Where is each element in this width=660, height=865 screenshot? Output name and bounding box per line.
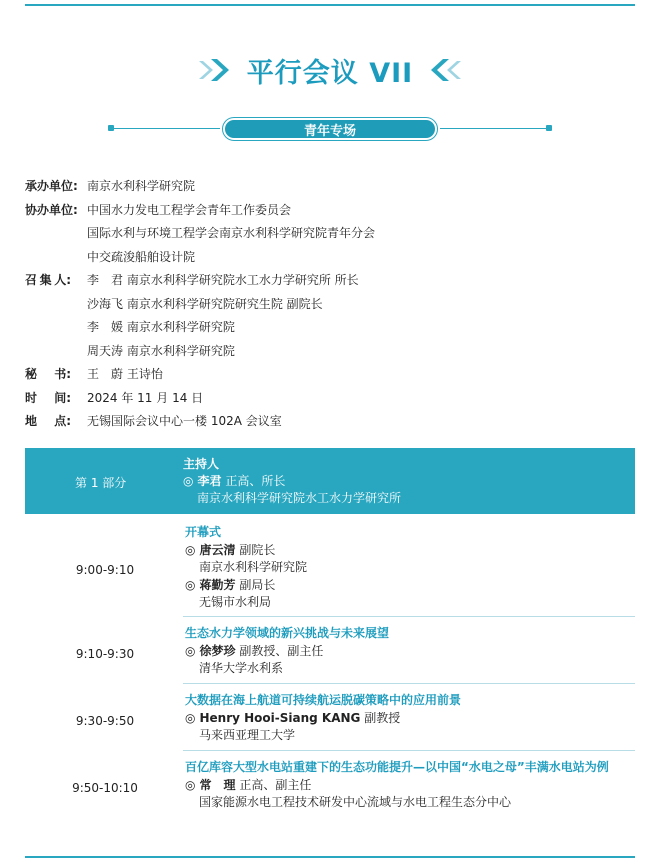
session-title: 百亿库容大型水电站重建下的生态功能提升—以中国“水电之母”丰满水电站为例 <box>185 760 609 774</box>
speaker-line <box>185 643 389 661</box>
session-time: 9:50-10:10 <box>72 781 138 795</box>
circle-mark-icon: ◎ <box>185 710 196 725</box>
speaker-name: Henry Hooi-Siang KANG <box>199 710 361 725</box>
speaker-name: 唐云清 <box>199 542 236 557</box>
place-value: 无锡国际会议中心一楼 102A 会议室 <box>87 414 282 429</box>
chair-line <box>183 473 401 490</box>
co-host-value: 国际水利与环境工程学会南京水利科学研究院青年分会 <box>87 226 376 241</box>
session-item <box>25 516 635 616</box>
subtitle-pill <box>222 117 438 141</box>
double-chevron-right-icon <box>199 58 233 82</box>
speaker-name: 徐梦珍 <box>199 643 236 658</box>
decor-dot <box>546 125 552 131</box>
speaker-org: 清华大学水利系 <box>199 661 284 675</box>
speaker-role: 副教授、副主任 <box>239 643 324 658</box>
top-rule <box>25 4 635 6</box>
speaker-org: 南京水利科学研究院 <box>199 560 308 574</box>
convener-row <box>25 339 635 363</box>
co-host-value: 中交疏浚船舶设计院 <box>87 249 196 264</box>
convener-row <box>25 315 635 339</box>
session-content <box>185 625 389 683</box>
host-row <box>25 174 635 198</box>
chair-name: 李君 <box>197 474 222 488</box>
circle-mark-icon: ◎ <box>185 643 196 658</box>
page-title: 平行会议 VII <box>246 57 414 89</box>
co-host-row <box>25 221 635 245</box>
secretary-value: 王 蔚 王诗怡 <box>87 367 163 382</box>
circle-mark-icon: ◎ <box>185 777 196 792</box>
session-title: 生态水力学领域的新兴挑战与未来展望 <box>185 626 390 640</box>
co-host-row <box>25 245 635 269</box>
speaker-org: 无锡市水利局 <box>199 595 272 609</box>
convener-value: 李 君 南京水利科学研究院水工水力学研究所 所长 <box>87 273 359 288</box>
session-content <box>185 759 609 817</box>
subtitle-banner <box>108 117 552 141</box>
speaker-line <box>185 577 307 595</box>
meeting-info <box>25 174 635 433</box>
convener-label: 召 集 人: <box>25 273 71 288</box>
part-header <box>25 448 635 514</box>
co-host-value: 中国水力发电工程学会青年工作委员会 <box>87 202 292 217</box>
session-title: 开幕式 <box>185 525 222 539</box>
title-row <box>0 52 660 88</box>
time-label: 时 间: <box>25 390 71 405</box>
bottom-rule <box>25 856 635 858</box>
chair-title: 主持人 <box>183 457 220 471</box>
session-content <box>185 524 307 616</box>
chair-role: 正高、所长 <box>225 474 286 488</box>
session-item <box>25 617 635 683</box>
session-time: 9:30-9:50 <box>75 714 135 728</box>
speaker-org: 马来西亚理工大学 <box>199 728 296 742</box>
speaker-role: 副局长 <box>239 577 276 592</box>
co-host-label: 协办单位: <box>25 202 78 217</box>
speaker-line <box>185 777 609 795</box>
convener-value: 沙海飞 南京水利科学研究院研究生院 副院长 <box>87 296 323 311</box>
session-item <box>25 684 635 750</box>
host-label: 承办单位: <box>25 179 78 194</box>
speaker-name: 蒋勤芳 <box>199 577 236 592</box>
double-chevron-left-icon <box>427 58 461 82</box>
place-row <box>25 409 635 433</box>
subtitle-text: 青年专场 <box>225 120 435 138</box>
time-value: 2024 年 11 月 14 日 <box>87 390 204 405</box>
speaker-role: 副教授 <box>364 710 401 725</box>
speaker-line <box>185 710 461 728</box>
convener-row <box>25 292 635 316</box>
session-time: 9:00-9:10 <box>75 563 135 577</box>
speaker-role: 副院长 <box>239 542 276 557</box>
convener-value: 周天涛 南京水利科学研究院 <box>87 343 235 358</box>
convener-value: 李 媛 南京水利科学研究院 <box>87 320 235 335</box>
speaker-line <box>185 542 307 560</box>
secretary-label: 秘 书: <box>25 367 71 382</box>
chair-org: 南京水利科学研究院水工水力学研究所 <box>197 491 402 505</box>
circle-mark-icon: ◎ <box>185 542 196 557</box>
co-host-row <box>25 198 635 222</box>
speaker-role: 正高、副主任 <box>239 777 312 792</box>
decor-line <box>108 128 220 129</box>
circle-mark-icon: ◎ <box>185 577 196 592</box>
chair-block <box>183 456 401 507</box>
session-list <box>25 516 635 817</box>
session-item <box>25 751 635 817</box>
host-value: 南京水利科学研究院 <box>87 179 196 194</box>
convener-row <box>25 268 635 292</box>
speaker-name: 常 理 <box>199 777 236 792</box>
circle-mark-icon: ◎ <box>183 474 194 488</box>
secretary-row <box>25 362 635 386</box>
decor-line <box>440 128 552 129</box>
place-label: 地 点: <box>25 414 71 429</box>
part-label: 第 1 部分 <box>75 476 127 490</box>
speaker-org: 国家能源水电工程技术研发中心流域与水电工程生态分中心 <box>199 795 512 809</box>
session-content <box>185 692 461 750</box>
session-title: 大数据在海上航道可持续航运脱碳策略中的应用前景 <box>185 693 462 707</box>
session-time: 9:10-9:30 <box>75 647 135 661</box>
time-row <box>25 386 635 410</box>
